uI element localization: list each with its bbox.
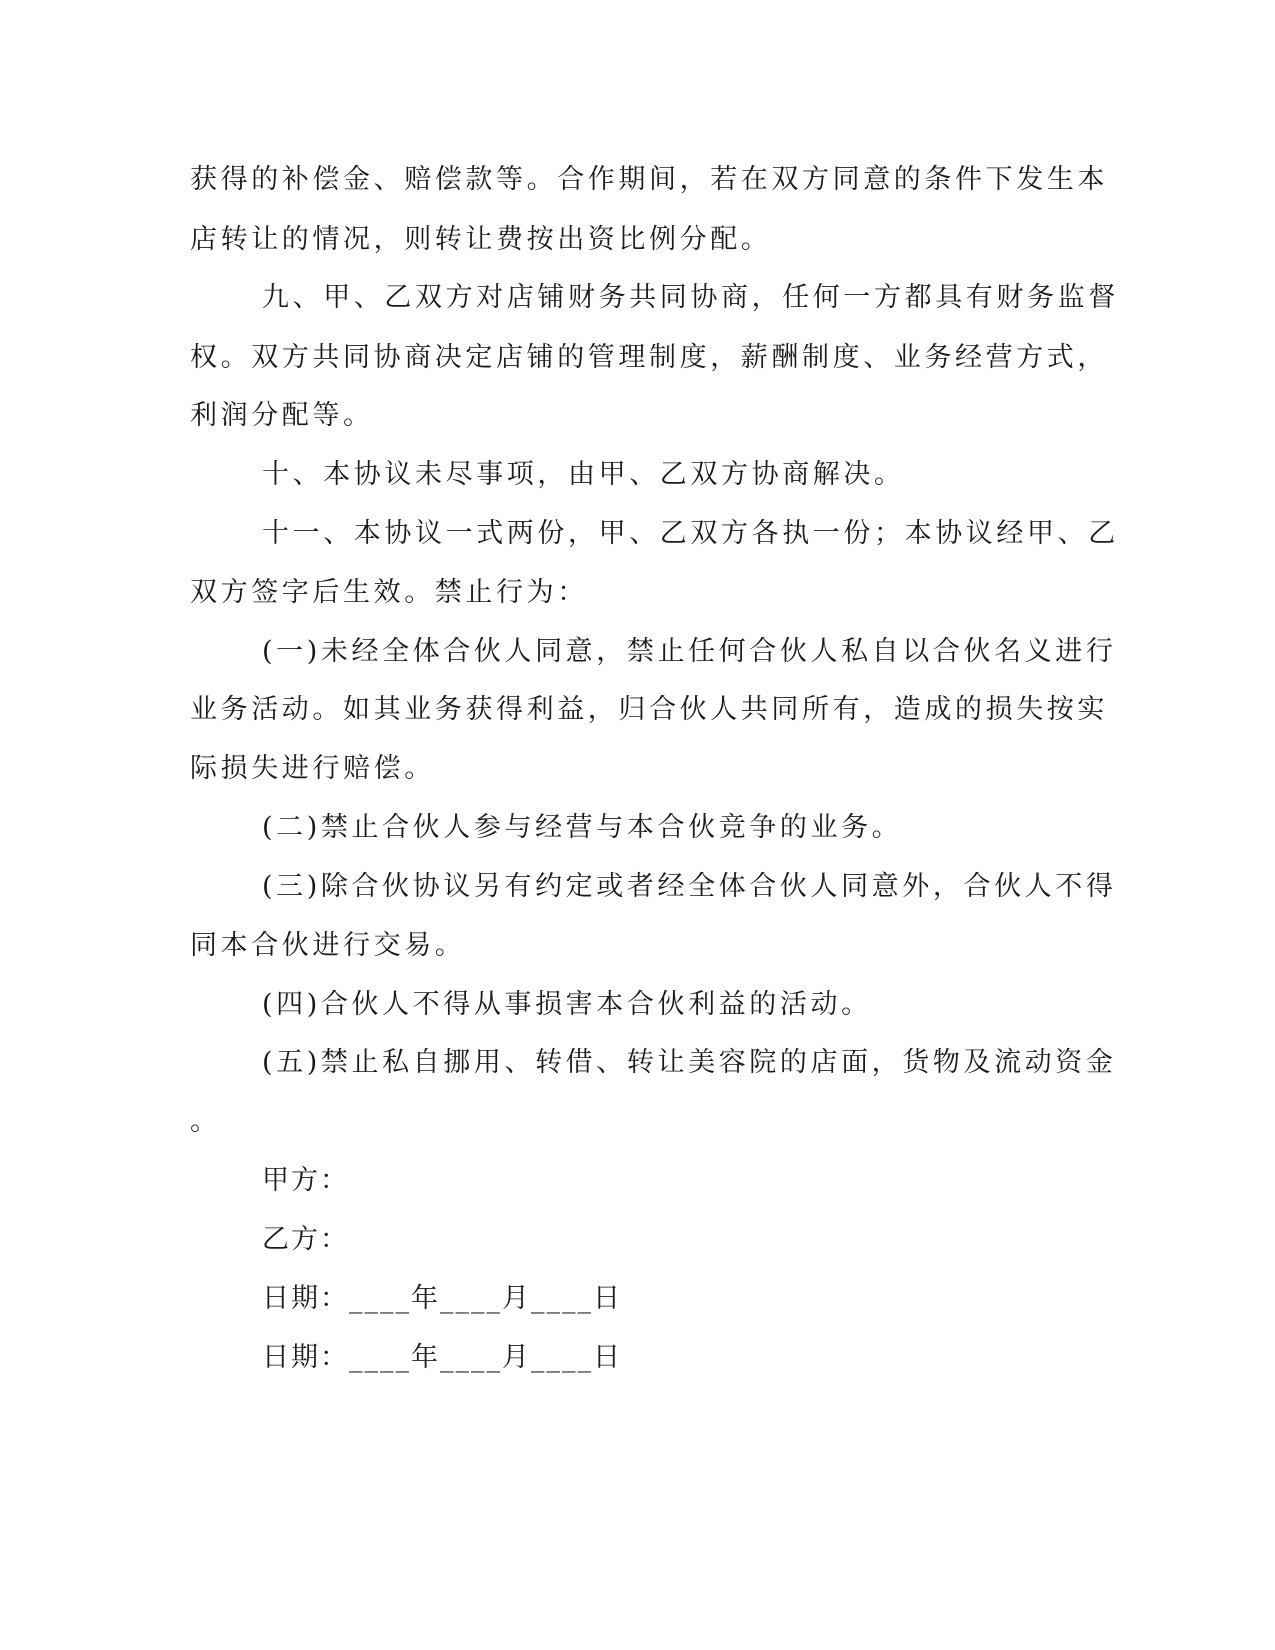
paragraph-line: 利润分配等。 [190, 400, 374, 431]
paragraph-line: 业务活动。如其业务获得利益，归合伙人共同所有，造成的损失按实 [190, 694, 1108, 725]
prohibition-2-line: (二)禁止合伙人参与经营与本合伙竞争的业务。 [262, 812, 903, 843]
paragraph-line: 店转让的情况，则转让费按出资比例分配。 [190, 224, 772, 255]
paragraph-line: 同本合伙进行交易。 [190, 930, 466, 961]
party-a-label: 甲方： [262, 1165, 349, 1196]
date-line: 日期：____年____月____日 [262, 1283, 622, 1314]
clause-10-line: 十、本协议未尽事项，由甲、乙双方协商解决。 [262, 459, 905, 490]
date-line: 日期：____年____月____日 [262, 1342, 622, 1373]
paragraph-line: 双方签字后生效。禁止行为： [190, 577, 588, 608]
party-b-label: 乙方： [262, 1224, 349, 1255]
prohibition-3-line: (三)除合伙协议另有约定或者经全体合伙人同意外，合伙人不得 [262, 871, 1117, 902]
paragraph-line: 。 [190, 1106, 221, 1137]
prohibition-1-line: (一)未经全体合伙人同意，禁止任何合伙人私自以合伙名义进行 [262, 636, 1117, 667]
clause-9-line: 九、甲、乙双方对店铺财务共同协商，任何一方都具有财务监督 [262, 282, 1119, 313]
paragraph-line: 权。双方共同协商决定店铺的管理制度，薪酬制度、业务经营方式， [190, 342, 1108, 373]
paragraph-line: 获得的补偿金、赔偿款等。合作期间，若在双方同意的条件下发生本 [190, 164, 1108, 195]
prohibition-4-line: (四)合伙人不得从事损害本合伙利益的活动。 [262, 989, 872, 1020]
paragraph-line: 际损失进行赔偿。 [190, 753, 435, 784]
prohibition-5-line: (五)禁止私自挪用、转借、转让美容院的店面，货物及流动资金 [262, 1047, 1117, 1078]
clause-11-line: 十一、本协议一式两份，甲、乙双方各执一份；本协议经甲、乙 [262, 518, 1119, 549]
